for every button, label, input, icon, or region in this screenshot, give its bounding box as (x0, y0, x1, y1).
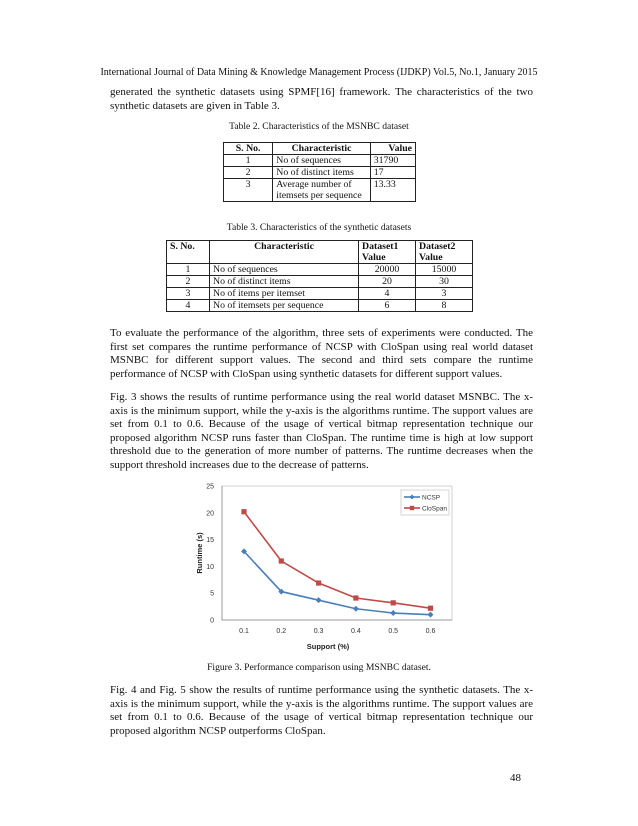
table-cell: 2 (167, 276, 210, 288)
table3-header-dataset1: Dataset1 Value (359, 241, 416, 264)
table-cell: No of itemsets per sequence (210, 300, 359, 312)
data-point-ncsp (353, 606, 359, 612)
table-cell: 20000 (359, 264, 416, 276)
experiments-paragraph: To evaluate the performance of the algorithm, three sets of experiments were conducted. The first set compares the runtime performance of NCSP with CloSpan using real world dataset MSNBC for different support values. The second and third sets compare the runtime performance of NCSP with CloSpan using synthetic datasets for different support values. (110, 327, 533, 380)
table2-caption: Table 2. Characteristics of the MSNBC dataset (229, 121, 409, 132)
table3 (166, 240, 473, 312)
page-number: 48 (510, 772, 521, 784)
table3-header-characteristic: Characteristic (210, 241, 359, 264)
table3-header-row (167, 241, 473, 264)
y-tick-label: 0 (210, 617, 214, 625)
table2-header-value: Value (370, 143, 415, 155)
x-tick-label: 0.2 (276, 628, 287, 635)
synthetic-results-paragraph: Fig. 4 and Fig. 5 show the results of runtime performance using the synthetic datasets. The x-axis is the minimum support, while the y-axis is the algorithms runtime. The support values are set from 0.1 to 0.6. Because of the usage of vertical bitmap representation technique our proposed algorithm NCSP outperforms CloSpan. (110, 684, 533, 737)
legend-label-ncsp: NCSP (422, 494, 441, 502)
table-cell: 17 (370, 167, 415, 179)
x-tick-label: 0.4 (351, 628, 361, 635)
table-cell: 4 (359, 288, 416, 300)
data-point-clospan (428, 606, 433, 611)
series-line-ncsp (244, 551, 431, 614)
table-cell: 13.33 (370, 179, 415, 202)
table-cell: 30 (416, 276, 473, 288)
table-cell: 20 (359, 276, 416, 288)
table-cell: No of items per itemset (210, 288, 359, 300)
table-cell: No of sequences (273, 155, 371, 167)
table-row (224, 167, 416, 179)
series-line-clospan (244, 512, 431, 608)
figure3-caption: Figure 3. Performance comparison using MSNBC dataset. (207, 662, 431, 673)
table-row (167, 264, 473, 276)
y-tick-label: 25 (206, 483, 214, 491)
table-cell: 2 (224, 167, 273, 179)
table-cell: No of sequences (210, 264, 359, 276)
table3-header-sno: S. No. (167, 241, 210, 264)
table-cell: 8 (416, 300, 473, 312)
x-tick-label: 0.3 (313, 628, 324, 635)
x-axis-label: Support (%) (306, 642, 350, 651)
table2 (223, 142, 416, 202)
table-cell: 15000 (416, 264, 473, 276)
data-point-clospan (353, 595, 358, 600)
y-tick-label: 10 (206, 563, 214, 571)
table-row (224, 179, 416, 202)
table-cell: No of distinct items (210, 276, 359, 288)
table-row (167, 288, 473, 300)
journal-header: International Journal of Data Mining & Knowledge Management Process (IJDKP) Vol.5, No.1, January 2015 (100, 67, 538, 78)
data-point-clospan (316, 580, 321, 585)
x-tick-label: 0.5 (388, 628, 399, 635)
fig3-paragraph: Fig. 3 shows the results of runtime performance using the real world dataset MSNBC. The x-axis is the minimum support, while the y-axis is the algorithms runtime. The support values are set from 0.1 to 0.6. Because of the usage of vertical bitmap representation technique our proposed algorithm NCSP runs faster than CloSpan. The runtime time is high at low support threshold due to the generation of more number of patterns. The runtime decreases when the support threshold increases due to the decrease of patterns. (110, 391, 533, 471)
table-cell: 4 (167, 300, 210, 312)
legend-marker-clospan (410, 506, 414, 510)
y-tick-label: 15 (206, 537, 214, 545)
table-row (224, 155, 416, 167)
legend-label-clospan: CloSpan (422, 505, 447, 513)
table-cell: 3 (416, 288, 473, 300)
x-tick-label: 0.1 (239, 628, 249, 635)
table2-header-row (224, 143, 416, 155)
intro-paragraph: generated the synthetic datasets using SPMF[16] framework. The characteristics of the two synthetic datasets are given in Table 3. (110, 86, 533, 112)
table-cell: 1 (224, 155, 273, 167)
runtime-line-chart (188, 478, 458, 653)
table-row (167, 276, 473, 288)
table-cell: 1 (167, 264, 210, 276)
x-tick-label: 0.6 (425, 628, 436, 635)
table-cell: 6 (359, 300, 416, 312)
table-cell: No of distinct items (273, 167, 371, 179)
data-point-clospan (241, 509, 246, 514)
table2-header-sno: S. No. (224, 143, 273, 155)
table-cell: Average number of itemsets per sequence (273, 179, 371, 202)
y-axis-label: Runtime (s) (195, 532, 204, 574)
data-point-clospan (279, 558, 284, 563)
table-cell: 3 (167, 288, 210, 300)
table-cell: 31790 (370, 155, 415, 167)
table-row (167, 300, 473, 312)
data-point-clospan (391, 600, 396, 605)
data-point-ncsp (428, 612, 434, 618)
table3-header-dataset2: Dataset2 Value (416, 241, 473, 264)
y-tick-label: 5 (210, 590, 214, 598)
table3-caption: Table 3. Characteristics of the synthetic datasets (226, 222, 412, 233)
table2-header-characteristic: Characteristic (273, 143, 371, 155)
data-point-ncsp (316, 597, 322, 603)
y-tick-label: 20 (206, 510, 214, 518)
table-cell: 3 (224, 179, 273, 202)
data-point-ncsp (390, 610, 396, 616)
